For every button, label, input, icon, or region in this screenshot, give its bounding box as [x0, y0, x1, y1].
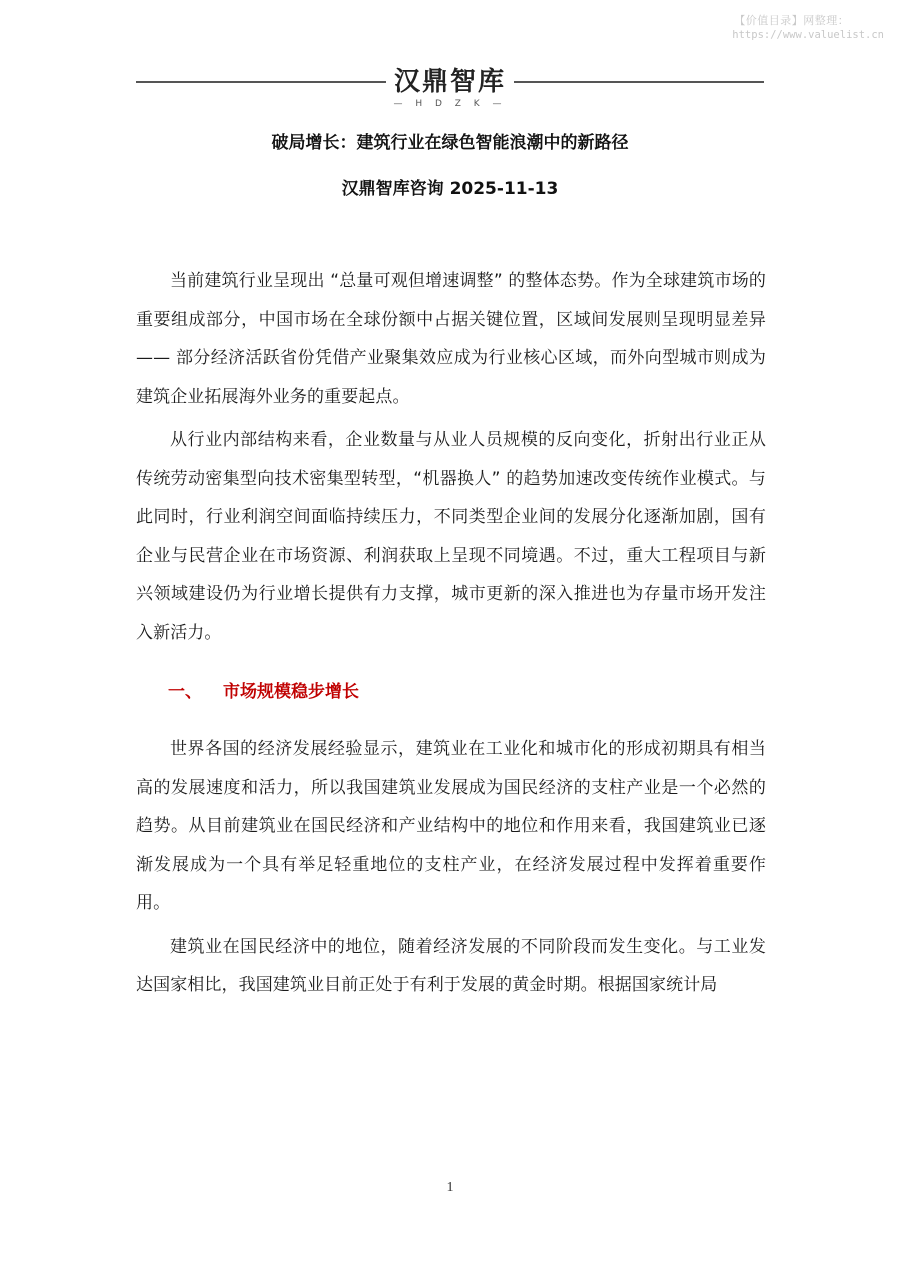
watermark: [732, 12, 884, 41]
logo-english: — H D Z K —: [393, 99, 507, 109]
logo-chinese: 汉鼎智库: [393, 67, 506, 97]
document-subtitle: 汉鼎智库咨询 2025-11-13: [341, 179, 559, 199]
section-heading-1: [168, 680, 766, 704]
divider-right: [514, 81, 764, 83]
page-number: 1: [446, 1180, 454, 1195]
logo-header: [136, 66, 764, 112]
section-title: 市场规模稳步增长: [223, 682, 359, 702]
watermark-url: https://www.valuelist.cn: [732, 29, 884, 41]
paragraph-section1-2: 建筑业在国民经济中的地位，随着经济发展的不同阶段而发生变化。与工业发达国家相比，我国建筑业目前正处于有利于发展的黄金时期。根据国家统计局: [136, 936, 766, 995]
document-title: 破局增长：建筑行业在绿色智能浪潮中的新路径: [271, 133, 629, 153]
watermark-label: 【价值目录】网整理：: [734, 14, 850, 27]
paragraph-intro-2: 从行业内部结构来看，企业数量与从业人员规模的反向变化，折射出行业正从传统劳动密集型向技术密集型转型，“机器换人” 的趋势加速改变传统作业模式。与此同时，行业利润空间面临持续压力，不同类型企业间的发展分化逐渐加剧，国有企业与民营企业在市场资源、利润获取上呈现不同境遇。不过，重大工程项目与新兴领域建设仍为行业增长提供有力支撑，城市更新的深入推进也为存量市场开发注入新活力。: [136, 430, 766, 643]
divider-left: [136, 81, 386, 83]
section-number: 一、: [168, 682, 202, 702]
paragraph-intro-1: 当前建筑行业呈现出 “总量可观但增速调整” 的整体态势。作为全球建筑市场的重要组成部分，中国市场在全球份额中占据关键位置，区域间发展则呈现明显差异 —— 部分经济活跃省份凭借产业聚集效应成为行业核心区域，而外向型城市则成为建筑企业拓展海外业务的重要起点。: [136, 271, 766, 407]
paragraph-section1-1: 世界各国的经济发展经验显示，建筑业在工业化和城市化的形成初期具有相当高的发展速度和活力，所以我国建筑业发展成为国民经济的支柱产业是一个必然的趋势。从目前建筑业在国民经济和产业结构中的地位和作用来看，我国建筑业已逐渐发展成为一个具有举足轻重地位的支柱产业，在经济发展过程中发挥着重要作用。: [136, 739, 766, 913]
document-body: [136, 262, 766, 1010]
hdzk-logo: [386, 66, 514, 110]
